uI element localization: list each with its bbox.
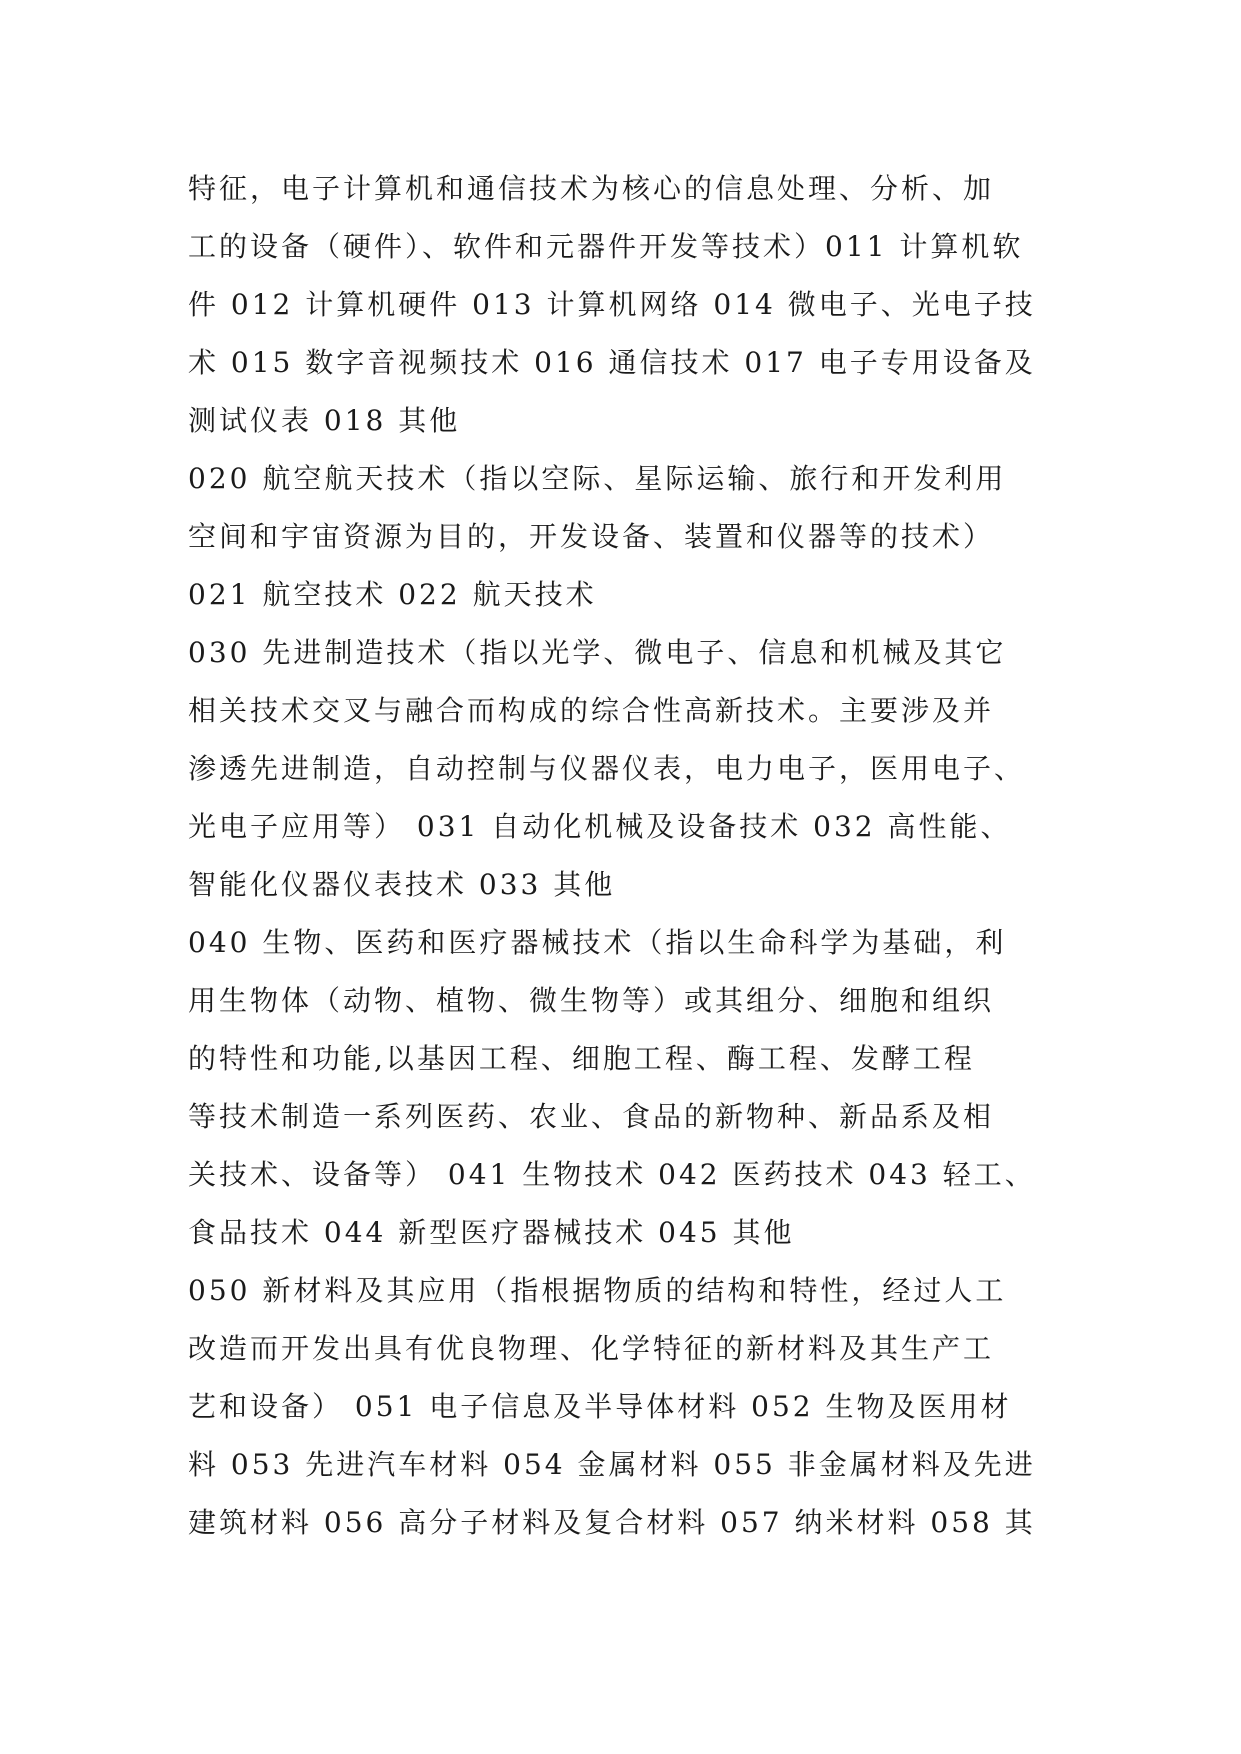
text-line-13: 智能化仪器仪表技术 033 其他: [188, 868, 616, 901]
text-line-1: 特征，电子计算机和通信技术为核心的信息处理、分析、加: [188, 172, 995, 205]
text-line-14: 040 生物、医药和医疗器械技术（指以生命科学为基础，利: [188, 926, 1007, 959]
text-line-11: 渗透先进制造，自动控制与仪器仪表，电力电子，医用电子、: [188, 752, 1026, 785]
document-body: [188, 160, 1048, 1552]
text-line-18: 关技术、设备等） 041 生物技术 042 医药技术 043 轻工、: [188, 1158, 1036, 1191]
text-line-20: 050 新材料及其应用（指根据物质的结构和特性，经过人工: [188, 1274, 1007, 1307]
text-line-23: 料 053 先进汽车材料 054 金属材料 055 非金属材料及先进: [188, 1448, 1036, 1481]
text-line-19: 食品技术 044 新型医疗器械技术 045 其他: [188, 1216, 795, 1249]
text-line-10: 相关技术交叉与融合而构成的综合性高新技术。主要涉及并: [188, 694, 995, 727]
text-line-12: 光电子应用等） 031 自动化机械及设备技术 032 高性能、: [188, 810, 1012, 843]
text-line-21: 改造而开发出具有优良物理、化学特征的新材料及其生产工: [188, 1332, 995, 1365]
text-line-17: 等技术制造一系列医药、农业、食品的新物种、新品系及相: [188, 1100, 995, 1133]
text-line-7: 空间和宇宙资源为目的，开发设备、装置和仪器等的技术）: [188, 520, 995, 553]
text-line-15: 用生物体（动物、植物、微生物等）或其组分、细胞和组织: [188, 984, 995, 1017]
text-line-3: 件 012 计算机硬件 013 计算机网络 014 微电子、光电子技: [188, 288, 1036, 321]
text-line-16: 的特性和功能,以基因工程、细胞工程、酶工程、发酵工程: [188, 1042, 975, 1075]
text-line-4: 术 015 数字音视频技术 016 通信技术 017 电子专用设备及: [188, 346, 1036, 379]
text-line-22: 艺和设备） 051 电子信息及半导体材料 052 生物及医用材: [188, 1390, 1012, 1423]
text-line-2: 工的设备（硬件）、软件和元器件开发等技术）011 计算机软: [188, 230, 1024, 263]
text-line-24: 建筑材料 056 高分子材料及复合材料 057 纳米材料 058 其: [188, 1506, 1036, 1539]
text-line-8: 021 航空技术 022 航天技术: [188, 578, 597, 611]
text-line-5: 测试仪表 018 其他: [188, 404, 461, 437]
text-line-6: 020 航空航天技术（指以空际、星际运输、旅行和开发利用: [188, 462, 1007, 495]
text-line-9: 030 先进制造技术（指以光学、微电子、信息和机械及其它: [188, 636, 1007, 669]
